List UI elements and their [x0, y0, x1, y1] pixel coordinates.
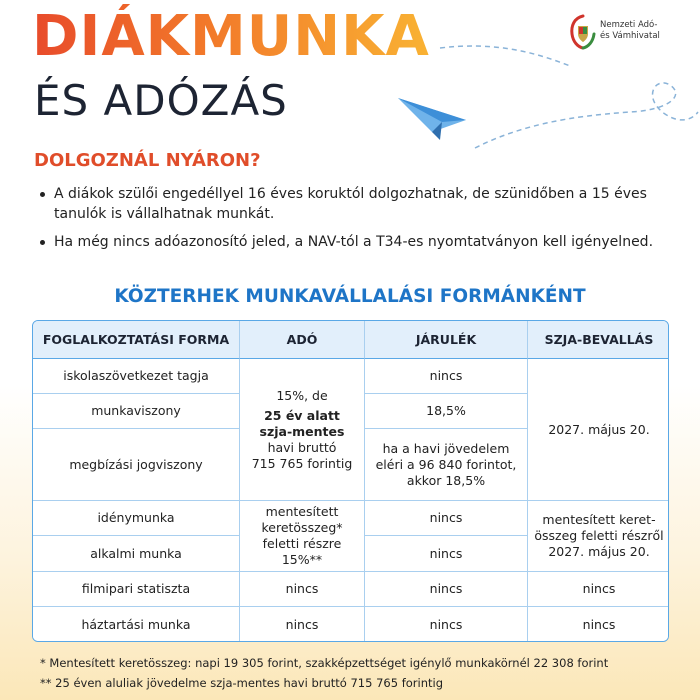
cell-line: feletti részre 15%** [262, 536, 342, 567]
table-header-cell: ADÓ [240, 321, 365, 359]
table-cell-form: munkaviszony [33, 394, 240, 429]
table-cell-form: megbízási jogviszony [33, 429, 240, 501]
table-cell: nincs [528, 607, 669, 642]
table-title: KÖZTERHEK MUNKAVÁLLALÁSI FORMÁNKÉNT [114, 286, 586, 307]
paper-plane-icon [380, 40, 700, 160]
table-cell-form: iskolaszövetkezet tagja [33, 359, 240, 394]
table-cell-form: idénymunka [33, 501, 240, 536]
table-cell-form: háztartási munka [33, 607, 240, 642]
tax-table [32, 320, 669, 642]
table-cell-form: filmipari statiszta [33, 572, 240, 607]
cell-line: összeg feletti részről [534, 528, 664, 543]
cell-line: keretösszeg* [261, 520, 343, 535]
bullet-item: A diákok szülői engedéllyel 16 éves koruktól dolgozhatnak, de szünidőben a 15 éves tanulók is vállalhatnak munkát. [36, 184, 676, 224]
cell-line: 2027. május 20. [548, 544, 650, 559]
page-subtitle: ÉS ADÓZÁS [34, 76, 288, 125]
table-header-cell: FOGLALKOZTATÁSI FORMA [33, 321, 240, 359]
table-cell [365, 429, 528, 501]
cell-line: 15%, de [276, 387, 328, 403]
bullet-item: Ha még nincs adóazonosító jeled, a NAV-tól a T34-es nyomtatványon kell igényelned. [36, 232, 676, 252]
logo-text-line1: Nemzeti Adó- [600, 20, 658, 30]
table-cell: nincs [528, 572, 669, 607]
table-cell: 18,5% [365, 394, 528, 429]
table-cell-ado-merged [240, 359, 365, 501]
table-cell-szja-merged: 2027. május 20. [528, 359, 669, 501]
cell-line: eléri a 96 840 forintot, [375, 456, 517, 472]
cell-line: akkor 18,5% [406, 472, 486, 488]
table-cell: nincs [365, 536, 528, 572]
logo-text-line2: és Vámhivatal [600, 31, 660, 41]
section-heading: DOLGOZNÁL NYÁRON? [34, 150, 261, 171]
table-cell: nincs [240, 572, 365, 607]
table-cell: nincs [365, 501, 528, 536]
page-title: DIÁKMUNKA [32, 4, 430, 69]
table-cell-form: alkalmi munka [33, 536, 240, 572]
cell-line: ha a havi jövedelem [382, 440, 510, 456]
cell-line: havi bruttó [267, 439, 337, 455]
cell-line: szja-mentes [259, 423, 345, 439]
table-cell-ado-merged [240, 501, 365, 572]
table-cell: nincs [240, 607, 365, 642]
table-cell: nincs [365, 607, 528, 642]
table-header-cell: JÁRULÉK [365, 321, 528, 359]
cell-line: 25 év alatt [264, 407, 340, 423]
cell-line: mentesített keret- [542, 512, 656, 527]
footnote: ** 25 éven aluliak jövedelme szja-mentes havi bruttó 715 765 forintig [40, 676, 443, 690]
cell-line: mentesített [265, 504, 339, 519]
info-bullet-list [36, 184, 676, 260]
table-cell: nincs [365, 359, 528, 394]
table-cell: nincs [365, 572, 528, 607]
footnote: * Mentesített keretösszeg: napi 19 305 forint, szakképzettséget igénylő munkakörnél 22 308 forint [40, 656, 609, 670]
table-cell-szja-merged [528, 501, 669, 572]
cell-line: 715 765 forintig [251, 455, 353, 471]
table-header-cell: SZJA-BEVALLÁS [528, 321, 669, 359]
